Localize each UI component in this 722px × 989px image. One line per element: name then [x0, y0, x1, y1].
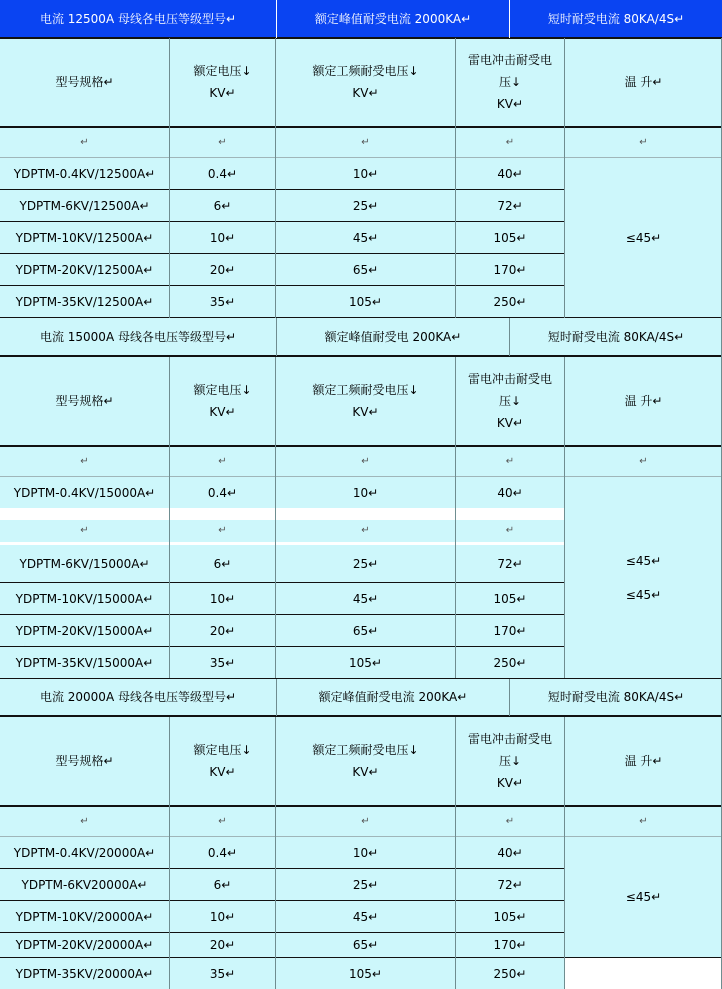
header-power-line1: 额定工频耐受电压↓: [312, 383, 419, 397]
peak-current: 额定峰值耐受电流 200KA↵: [277, 679, 509, 715]
model-cell: YDPTM-10KV/15000A↵: [0, 583, 169, 614]
model-cell: YDPTM-0.4KV/15000A↵: [0, 477, 169, 508]
power-cell: 105↵: [276, 958, 455, 989]
header-model: 型号规格↵: [0, 717, 169, 805]
table-rule: [0, 476, 722, 477]
peak-current: 额定峰值耐受电 200KA↵: [277, 318, 509, 355]
impulse-cell: 40↵: [456, 158, 564, 189]
table-rule: [0, 957, 722, 958]
table-rule: [0, 614, 565, 615]
blank-cell: ↵: [276, 128, 455, 157]
impulse-cell: 105↵: [456, 583, 564, 614]
header-power-line2: KV↵: [352, 765, 379, 779]
power-cell: 105↵: [276, 286, 455, 317]
column-divider: [564, 357, 565, 678]
blank-cell: ↵: [0, 447, 169, 476]
power-cell: 10↵: [276, 837, 455, 868]
column-divider: [455, 38, 456, 318]
impulse-cell: 105↵: [456, 901, 564, 932]
table-rule: [0, 805, 722, 807]
header-impulse-line1: 雷电冲击耐受电: [467, 372, 552, 386]
header-temperature-rise: 温 升↵: [565, 38, 722, 126]
column-divider: [564, 38, 565, 318]
blank-cell: ↵: [170, 128, 275, 157]
header-voltage-line2: KV↵: [209, 405, 236, 419]
header-temperature-rise: 温 升↵: [565, 357, 722, 445]
power-cell: 10↵: [276, 477, 455, 508]
model-cell: YDPTM-35KV/15000A↵: [0, 647, 169, 678]
header-voltage-line1: 额定电压↓: [193, 64, 252, 78]
model-cell: YDPTM-6KV/15000A↵: [0, 545, 169, 582]
short-time-current: 短时耐受电流 80KA/4S↵: [510, 318, 722, 355]
header-impulse-line2: 压↓: [498, 75, 522, 89]
column-divider: [455, 717, 456, 989]
impulse-cell: 40↵: [456, 837, 564, 868]
blank-cell: ↵: [276, 447, 455, 476]
header-power-frequency: [276, 357, 455, 445]
blank-cell: ↵: [565, 128, 722, 157]
column-divider: [169, 717, 170, 989]
header-impulse-line1: 雷电冲击耐受电: [467, 53, 552, 67]
column-divider: [276, 679, 277, 716]
voltage-cell: 0.4↵: [170, 477, 275, 508]
impulse-cell: 250↵: [456, 286, 564, 317]
header-power-line2: KV↵: [352, 86, 379, 100]
blank-cell: ↵: [276, 520, 455, 542]
blank-cell: ↵: [0, 128, 169, 157]
table-rule: [0, 836, 722, 837]
temperature-rise-value: ≤45↵: [565, 837, 722, 957]
impulse-cell: 170↵: [456, 254, 564, 285]
table-rule: [0, 355, 722, 357]
model-cell: YDPTM-35KV/20000A↵: [0, 958, 169, 989]
model-cell: YDPTM-0.4KV/12500A↵: [0, 158, 169, 189]
table-rule: [0, 189, 565, 190]
blank-cell: ↵: [276, 807, 455, 836]
voltage-cell: 35↵: [170, 286, 275, 317]
column-divider: [509, 679, 510, 716]
header-temperature-rise: 温 升↵: [565, 717, 722, 805]
header-voltage-line1: 额定电压↓: [193, 743, 252, 757]
header-impulse-line1: 雷电冲击耐受电: [467, 732, 552, 746]
blank-cell: ↵: [0, 807, 169, 836]
column-divider: [275, 717, 276, 989]
blank-cell: ↵: [456, 520, 564, 542]
power-cell: 45↵: [276, 583, 455, 614]
power-cell: 45↵: [276, 222, 455, 253]
header-impulse-line3: KV↵: [496, 776, 524, 790]
power-cell: 65↵: [276, 615, 455, 646]
voltage-cell: 10↵: [170, 222, 275, 253]
impulse-cell: 170↵: [456, 615, 564, 646]
power-cell: 10↵: [276, 158, 455, 189]
temperature-rise-value: [565, 477, 722, 678]
voltage-cell: 10↵: [170, 901, 275, 932]
impulse-cell: 170↵: [456, 933, 564, 957]
column-divider: [169, 38, 170, 318]
short-time-current: 短时耐受电流 80KA/4S↵: [510, 679, 722, 715]
table-rule: [0, 221, 565, 222]
impulse-cell: 250↵: [456, 647, 564, 678]
table-rule: [0, 37, 722, 39]
header-power-frequency: [276, 717, 455, 805]
power-cell: 65↵: [276, 254, 455, 285]
model-cell: YDPTM-0.4KV/20000A↵: [0, 837, 169, 868]
column-divider: [169, 357, 170, 678]
table-rule: [0, 582, 565, 583]
voltage-cell: 20↵: [170, 933, 275, 957]
column-divider: [455, 357, 456, 678]
power-cell: 105↵: [276, 647, 455, 678]
header-impulse-line3: KV↵: [496, 97, 524, 111]
model-cell: YDPTM-35KV/12500A↵: [0, 286, 169, 317]
header-impulse-line3: KV↵: [496, 416, 524, 430]
model-cell: YDPTM-10KV/20000A↵: [0, 901, 169, 932]
model-cell: YDPTM-6KV/12500A↵: [0, 190, 169, 221]
impulse-cell: 72↵: [456, 545, 564, 582]
blank-cell: ↵: [456, 807, 564, 836]
voltage-cell: 6↵: [170, 545, 275, 582]
voltage-cell: 35↵: [170, 958, 275, 989]
voltage-cell: 20↵: [170, 615, 275, 646]
power-cell: 25↵: [276, 190, 455, 221]
header-voltage-line2: KV↵: [209, 765, 236, 779]
header-impulse: [456, 38, 564, 126]
power-cell: 65↵: [276, 933, 455, 957]
table-rule: [0, 445, 722, 447]
header-impulse-line2: 压↓: [498, 754, 522, 768]
section-title: 电流 20000A 母线各电压等级型号↵: [0, 679, 276, 715]
table-rule: [0, 715, 722, 717]
blank-cell: ↵: [456, 128, 564, 157]
section-title: 电流 15000A 母线各电压等级型号↵: [0, 318, 276, 355]
table-rule: [0, 253, 565, 254]
header-voltage: [170, 38, 275, 126]
header-power-line1: 额定工频耐受电压↓: [312, 743, 419, 757]
temperature-rise-line2: ≤45↵: [625, 587, 662, 602]
blank-cell: ↵: [170, 807, 275, 836]
header-power-line1: 额定工频耐受电压↓: [312, 64, 419, 78]
power-cell: 25↵: [276, 869, 455, 900]
column-divider: [276, 0, 277, 38]
table-rule: [0, 157, 722, 158]
header-voltage-line2: KV↵: [209, 86, 236, 100]
table-rule: [0, 317, 722, 318]
voltage-cell: 10↵: [170, 583, 275, 614]
blank-cell: ↵: [170, 520, 275, 542]
header-power-line2: KV↵: [352, 405, 379, 419]
table-rule: [0, 868, 565, 869]
voltage-cell: 20↵: [170, 254, 275, 285]
voltage-cell: 6↵: [170, 869, 275, 900]
header-voltage: [170, 717, 275, 805]
temperature-rise-value: ≤45↵: [565, 158, 722, 317]
blank-cell: ↵: [565, 807, 722, 836]
impulse-cell: 40↵: [456, 477, 564, 508]
model-cell: YDPTM-10KV/12500A↵: [0, 222, 169, 253]
table-rule: [0, 678, 722, 679]
blank-cell: ↵: [170, 447, 275, 476]
blank-cell: ↵: [456, 447, 564, 476]
model-cell: YDPTM-20KV/12500A↵: [0, 254, 169, 285]
table-rule: [0, 126, 722, 128]
impulse-cell: 72↵: [456, 869, 564, 900]
column-divider: [509, 318, 510, 356]
header-impulse-line2: 压↓: [498, 394, 522, 408]
impulse-cell: 72↵: [456, 190, 564, 221]
power-cell: 25↵: [276, 545, 455, 582]
header-voltage-line1: 额定电压↓: [193, 383, 252, 397]
impulse-cell: 105↵: [456, 222, 564, 253]
column-divider: [276, 318, 277, 356]
column-divider: [564, 717, 565, 989]
power-cell: 45↵: [276, 901, 455, 932]
blank-cell: ↵: [0, 520, 169, 542]
table-rule: [0, 900, 565, 901]
header-model: 型号规格↵: [0, 38, 169, 126]
header-impulse: [456, 357, 564, 445]
impulse-cell: 250↵: [456, 958, 564, 989]
short-time-current: 短时耐受电流 80KA/4S↵: [510, 0, 722, 38]
blank-cell: ↵: [565, 447, 722, 476]
column-divider: [509, 0, 510, 38]
column-divider: [275, 38, 276, 318]
voltage-cell: 0.4↵: [170, 158, 275, 189]
header-model: 型号规格↵: [0, 357, 169, 445]
voltage-cell: 35↵: [170, 647, 275, 678]
model-cell: YDPTM-20KV/15000A↵: [0, 615, 169, 646]
model-cell: YDPTM-20KV/20000A↵: [0, 933, 169, 957]
header-voltage: [170, 357, 275, 445]
table-rule: [0, 932, 565, 933]
model-cell: YDPTM-6KV20000A↵: [0, 869, 169, 900]
header-impulse: [456, 717, 564, 805]
temperature-rise-line1: ≤45↵: [625, 553, 662, 568]
voltage-cell: 0.4↵: [170, 837, 275, 868]
table-rule: [0, 646, 565, 647]
column-divider: [275, 357, 276, 678]
peak-current: 额定峰值耐受电流 2000KA↵: [277, 0, 509, 38]
header-power-frequency: [276, 38, 455, 126]
voltage-cell: 6↵: [170, 190, 275, 221]
table-rule: [0, 285, 565, 286]
section-title: 电流 12500A 母线各电压等级型号↵: [0, 0, 276, 38]
